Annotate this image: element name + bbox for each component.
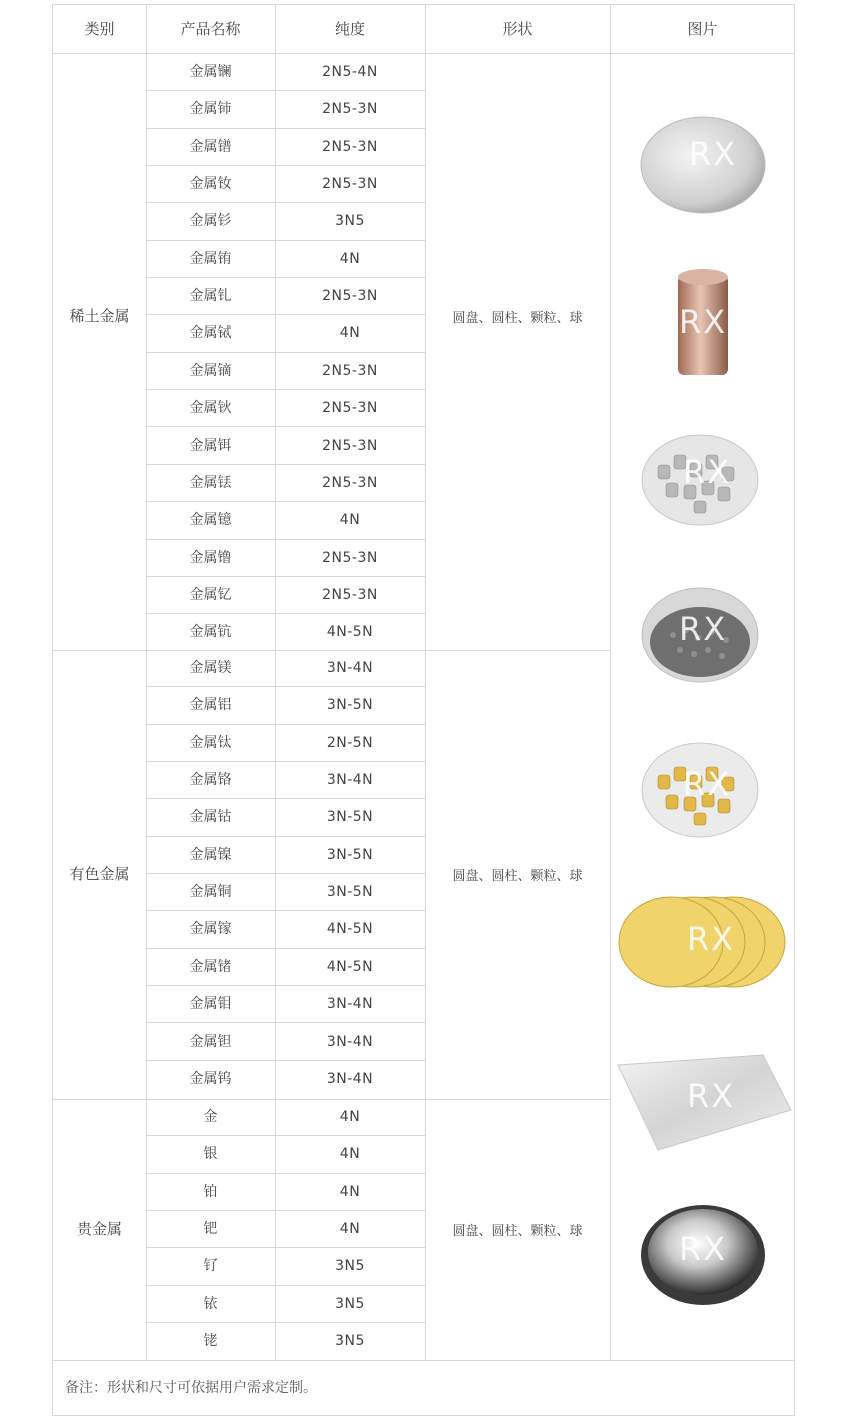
purity-cell: 3N-4N <box>326 996 374 1013</box>
product-name-cell: 金 <box>203 1109 218 1125</box>
table-row <box>146 54 425 91</box>
table-row <box>146 614 425 651</box>
purity-cell: 2N5-4N <box>322 64 378 80</box>
purity-cell: 2N5-3N <box>322 362 378 379</box>
purity-cell: 2N5-3N <box>322 400 378 417</box>
table-row <box>146 1286 425 1323</box>
product-name-cell: 金属铕 <box>189 250 232 267</box>
category-nonferrous: 有色金属 <box>69 865 130 883</box>
product-name-cell: 金属镓 <box>189 921 232 938</box>
purity-cell: 2N5-3N <box>322 474 378 491</box>
table-row <box>146 353 425 390</box>
table-row <box>146 540 425 577</box>
purity-cell: 4N-5N <box>326 624 374 641</box>
product-name-cell: 金属钕 <box>189 176 232 193</box>
table-row <box>146 577 425 614</box>
table-row <box>146 502 425 539</box>
product-name-cell: 金属镝 <box>189 362 232 379</box>
table-row <box>146 874 425 911</box>
footer-note: 备注：形状和尺寸可依据用户需求定制。 <box>65 1380 317 1396</box>
purity-cell: 4N <box>339 250 361 267</box>
purity-cell: 4N-5N <box>326 958 374 975</box>
product-name-cell: 金属钴 <box>189 809 232 826</box>
table-row <box>146 986 425 1023</box>
table-row <box>146 278 425 315</box>
shape-precious: 圆盘、圆柱、颗粒、球 <box>452 1224 583 1239</box>
purity-cell: 4N <box>339 512 361 529</box>
purity-cell: 2N-5N <box>326 734 374 751</box>
product-name-cell: 金属铽 <box>189 325 232 342</box>
table-row <box>146 465 425 502</box>
purity-cell: 3N5 <box>335 213 365 230</box>
product-name-cell: 金属锗 <box>189 958 232 975</box>
product-name-cell: 金属钐 <box>189 213 232 230</box>
header-category: 类别 <box>53 5 146 54</box>
rx-watermark: RX <box>683 765 732 803</box>
product-name-cell: 金属镨 <box>189 138 232 155</box>
table-row <box>146 91 425 128</box>
purity-cell: 4N <box>339 325 361 342</box>
product-name-cell: 金属钆 <box>189 288 232 305</box>
purity-cell: 2N5-3N <box>322 288 378 305</box>
rx-watermark: RX <box>683 453 732 491</box>
purity-cell: 2N5-3N <box>322 586 378 603</box>
rx-watermark: RX <box>679 610 728 648</box>
purity-cell: 3N5 <box>335 1295 365 1312</box>
header-product-name: 产品名称 <box>146 5 275 54</box>
purity-cell: 2N5-3N <box>322 101 378 118</box>
product-table <box>52 4 795 1416</box>
table-row <box>146 1024 425 1061</box>
table-row <box>146 390 425 427</box>
table-row <box>146 1136 425 1173</box>
table-row <box>146 1174 425 1211</box>
header-purity: 纯度 <box>275 5 425 54</box>
table-row <box>146 799 425 836</box>
product-name-cell: 金属镁 <box>189 660 232 676</box>
table-row <box>146 1099 425 1136</box>
category-rare-earth: 稀土金属 <box>69 307 130 325</box>
header-shape: 形状 <box>425 5 610 54</box>
purity-cell: 3N-5N <box>326 697 374 714</box>
product-name-cell: 铑 <box>203 1333 218 1350</box>
product-name-cell: 金属镥 <box>189 549 232 566</box>
table-row <box>146 911 425 948</box>
product-name-cell: 金属铝 <box>189 697 232 714</box>
table-row <box>146 762 425 799</box>
purity-cell: 2N5-3N <box>322 437 378 454</box>
purity-cell: 3N-4N <box>326 1033 374 1050</box>
purity-cell: 3N5 <box>335 1333 365 1350</box>
purity-cell: 4N <box>339 1109 361 1125</box>
rx-watermark: RX <box>687 920 736 958</box>
purity-cell: 3N-4N <box>326 1070 374 1087</box>
table-row <box>146 428 425 465</box>
table-row <box>146 837 425 874</box>
header-picture: 图片 <box>610 5 795 54</box>
product-name-cell: 金属铒 <box>189 437 232 454</box>
product-name-cell: 金属钽 <box>189 1033 232 1050</box>
purity-cell: 2N5-3N <box>322 549 378 566</box>
product-name-cell: 钯 <box>203 1221 218 1238</box>
purity-cell: 4N-5N <box>326 921 374 938</box>
purity-cell: 3N5 <box>335 1258 365 1275</box>
product-name-cell: 铂 <box>203 1183 218 1200</box>
product-name-cell: 金属镍 <box>189 846 232 863</box>
product-name-cell: 钌 <box>203 1258 218 1275</box>
shape-rare-earth: 圆盘、圆柱、颗粒、球 <box>452 311 583 326</box>
product-name-cell: 金属钨 <box>189 1070 232 1087</box>
product-name-cell: 金属钼 <box>189 996 232 1013</box>
purity-cell: 3N-5N <box>326 884 374 901</box>
product-name-cell: 金属铥 <box>189 474 232 491</box>
purity-cell: 4N <box>339 1146 361 1163</box>
product-name-cell: 金属钛 <box>189 734 232 751</box>
product-name-cell: 金属铬 <box>189 772 232 789</box>
purity-cell: 2N5-3N <box>322 138 378 155</box>
shape-nonferrous: 圆盘、圆柱、颗粒、球 <box>452 869 583 884</box>
product-name-cell: 金属镧 <box>189 64 232 80</box>
category-precious: 贵金属 <box>76 1220 122 1238</box>
purity-cell: 3N-5N <box>326 809 374 826</box>
table-row <box>146 687 425 724</box>
table-row <box>146 166 425 203</box>
product-name-cell: 金属钪 <box>189 624 232 641</box>
rx-watermark: RX <box>679 1230 728 1268</box>
table-row <box>146 949 425 986</box>
product-name-cell: 金属铜 <box>189 884 232 901</box>
table-row <box>146 1248 425 1285</box>
purity-cell: 4N <box>339 1183 361 1200</box>
purity-cell: 4N <box>339 1221 361 1238</box>
purity-cell: 3N-5N <box>326 846 374 863</box>
purity-cell: 2N5-3N <box>322 176 378 193</box>
table-row <box>146 1211 425 1248</box>
table-row <box>146 129 425 166</box>
table-row <box>146 650 425 687</box>
table-row <box>146 1323 425 1360</box>
product-name-cell: 金属钬 <box>189 400 232 417</box>
purity-cell: 3N-4N <box>326 660 374 676</box>
rx-watermark: RX <box>687 1077 736 1115</box>
table-row <box>146 725 425 762</box>
table-row <box>146 315 425 352</box>
rx-watermark: RX <box>689 135 738 173</box>
table-row <box>146 241 425 278</box>
table-row <box>146 1061 425 1098</box>
product-name-cell: 银 <box>203 1146 218 1163</box>
product-name-cell: 铱 <box>203 1295 218 1312</box>
purity-cell: 3N-4N <box>326 772 374 789</box>
product-name-cell: 金属钇 <box>189 586 232 603</box>
rx-watermark: RX <box>679 303 728 341</box>
product-name-cell: 金属铈 <box>189 101 232 118</box>
product-name-cell: 金属镱 <box>189 512 232 529</box>
table-row <box>146 203 425 240</box>
